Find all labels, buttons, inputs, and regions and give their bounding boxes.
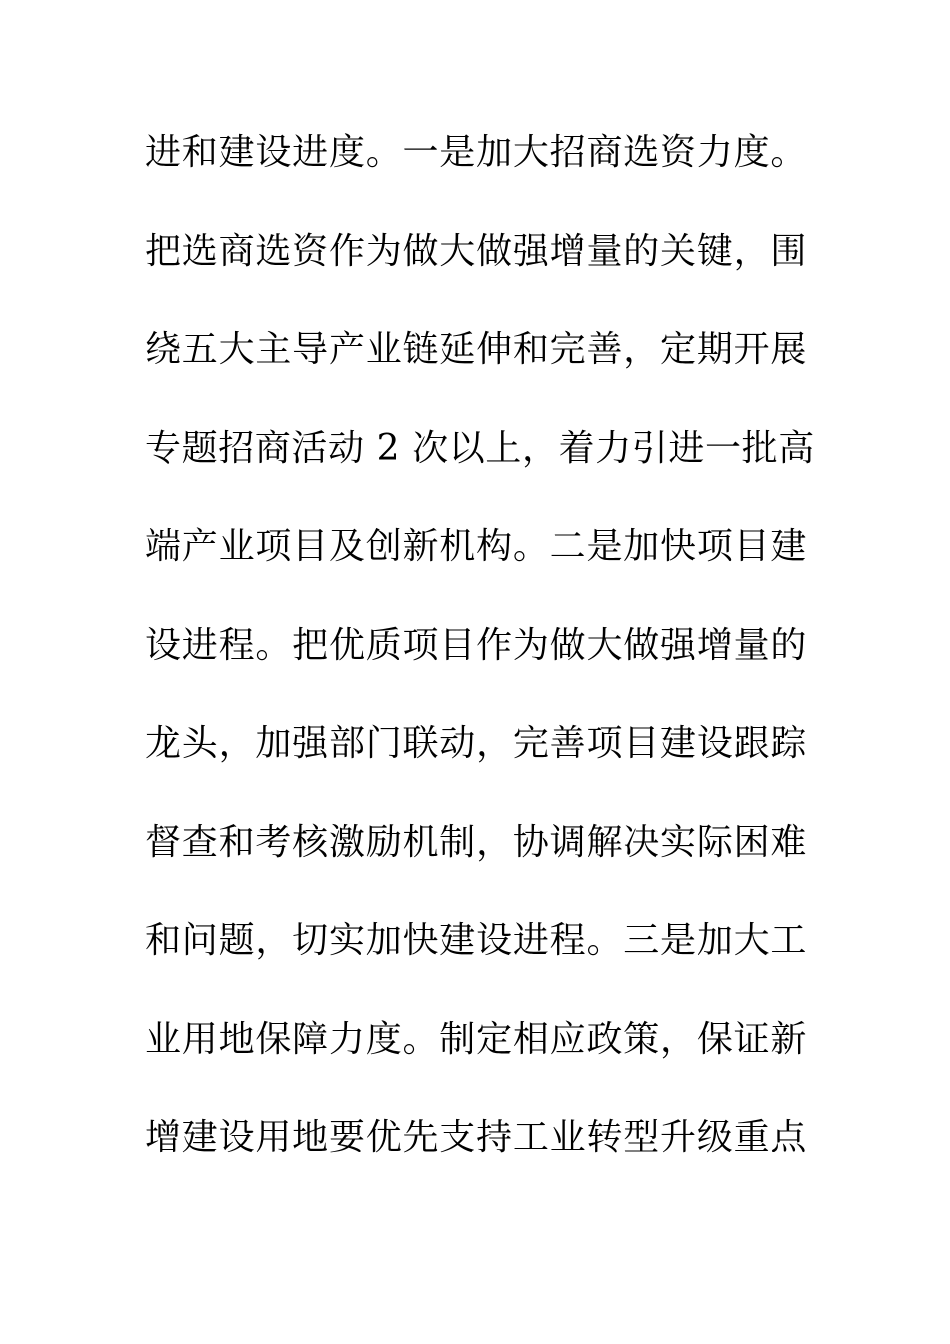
text-line-9: 和问题，切实加快建设进程。三是加大工 — [145, 920, 807, 961]
text-line-3: 绕五大主导产业链延伸和完善，定期开展 — [145, 329, 807, 370]
text-line-6: 设进程。把优质项目作为做大做强增量的 — [145, 624, 807, 666]
text-line-10: 业用地保障力度。制定相应政策，保证新 — [145, 1018, 807, 1060]
text-line-4: 专题招商活动 2 次以上，着力引进一批高 — [145, 427, 815, 469]
text-line-2: 把选商选资作为做大做强增量的关键，围 — [145, 230, 807, 272]
body-text — [145, 124, 815, 1208]
text-line-5: 端产业项目及创新机构。二是加快项目建 — [145, 526, 807, 567]
text-line-7: 龙头，加强部门联动，完善项目建设跟踪 — [145, 723, 807, 764]
text-line-8: 督查和考核激励机制，协调解决实际困难 — [145, 821, 807, 863]
text-line-11: 增建设用地要优先支持工业转型升级重点 — [145, 1117, 807, 1158]
text-line-1: 进和建设进度。一是加大招商选资力度。 — [145, 132, 807, 173]
